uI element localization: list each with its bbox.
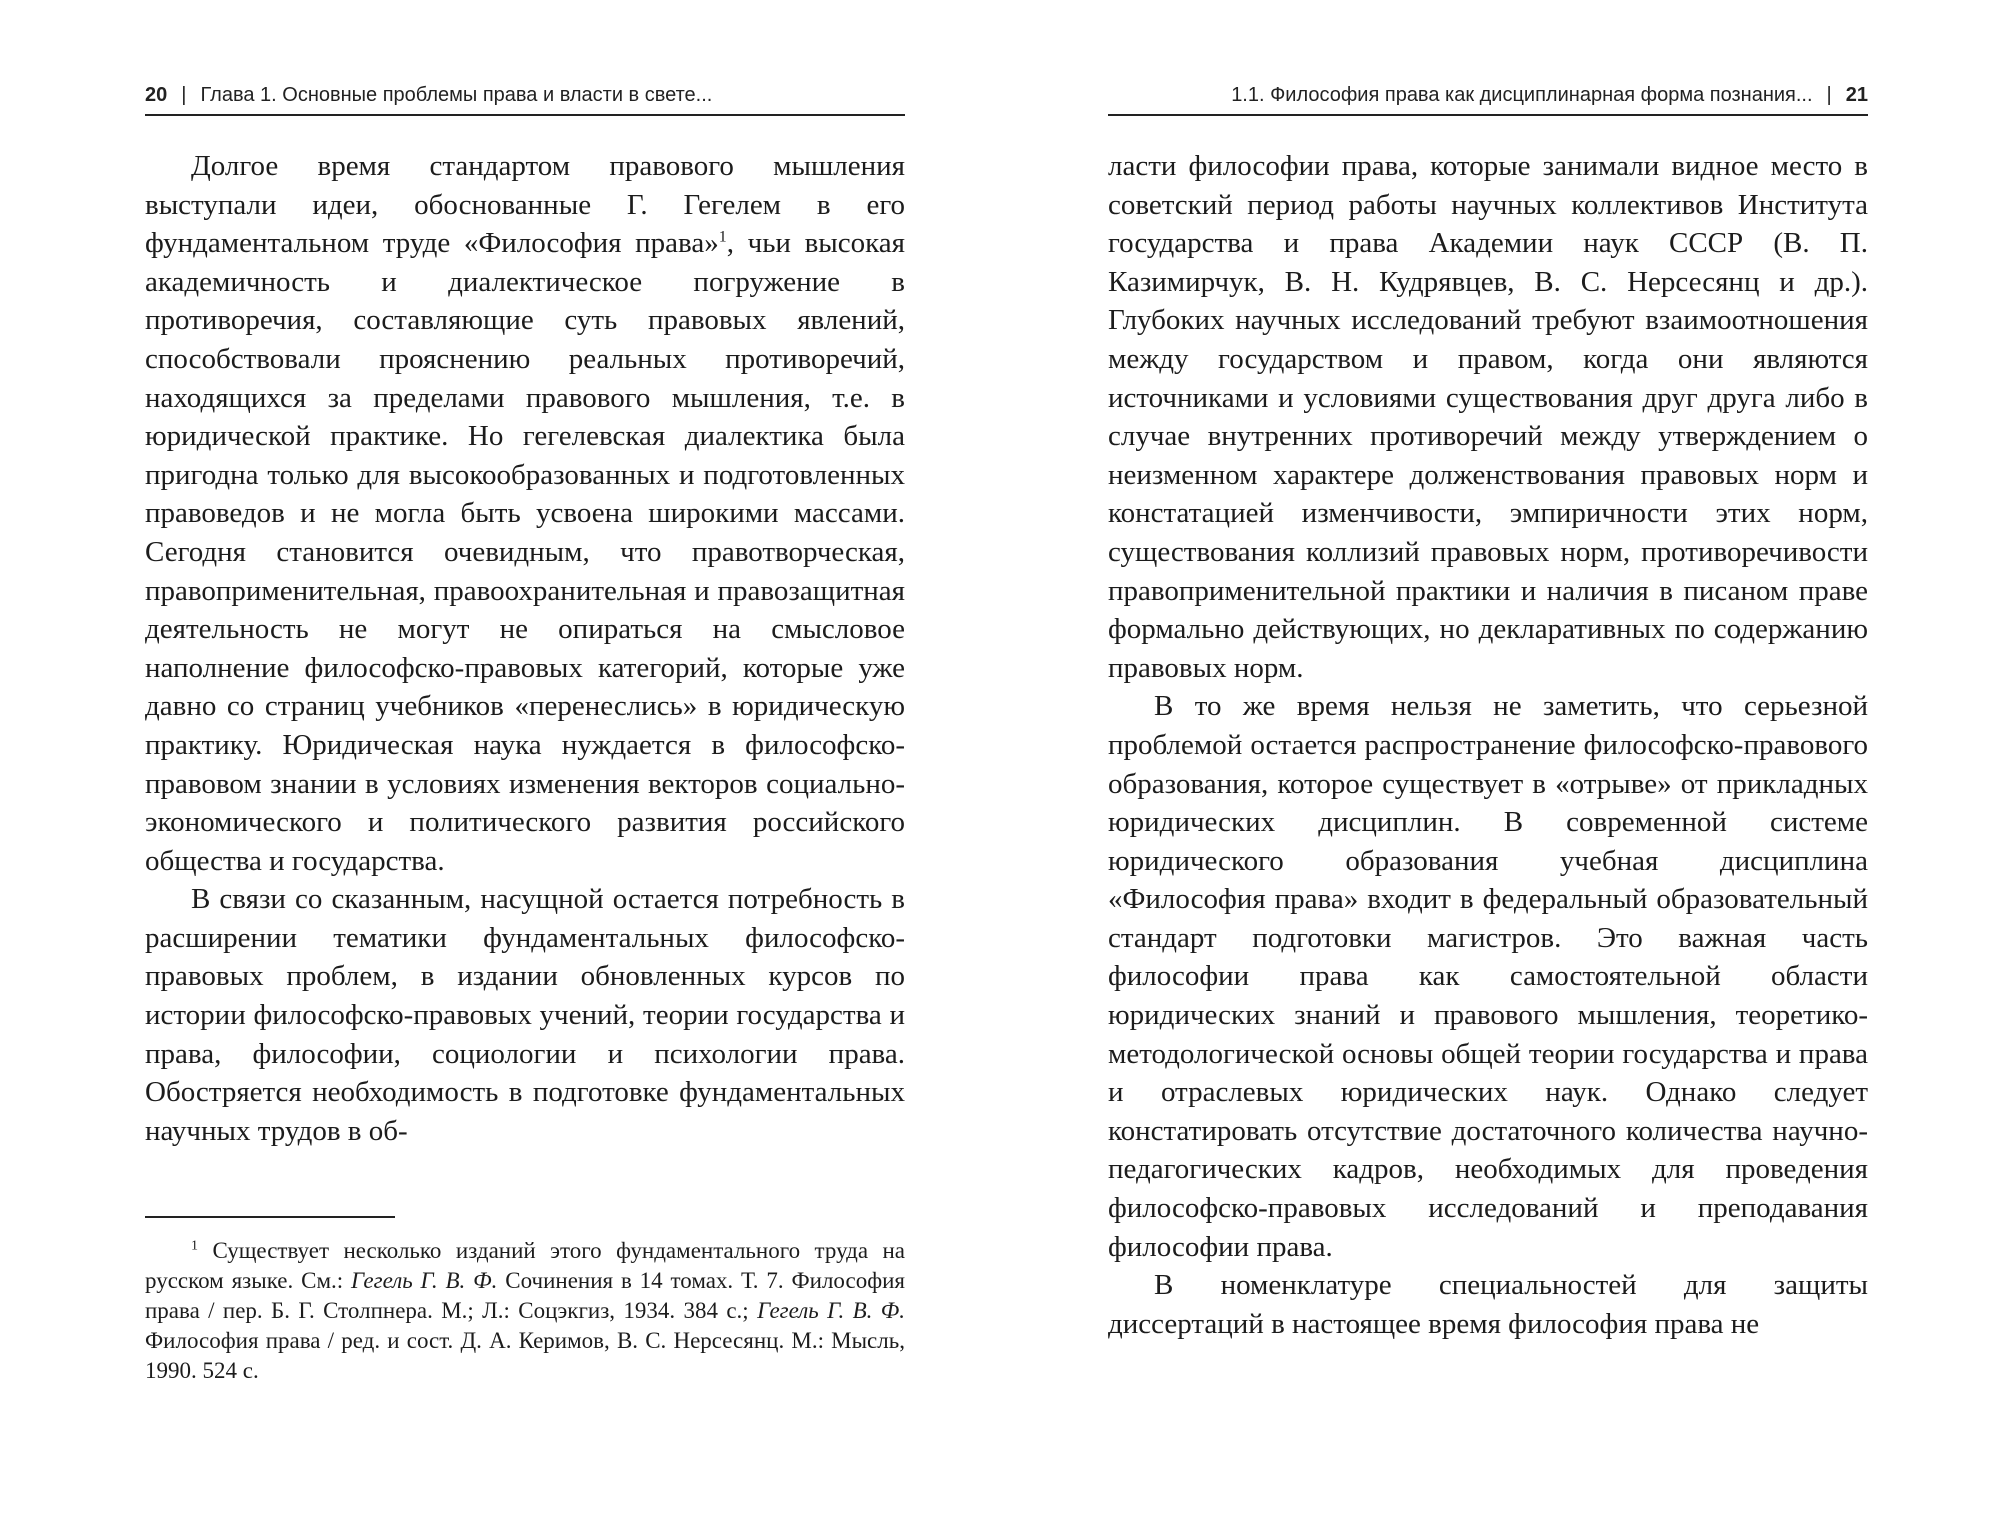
- footnote-author-1: Гегель Г. В. Ф.: [351, 1268, 498, 1293]
- left-running-head: [145, 80, 905, 116]
- right-page-number: 21: [1845, 84, 1868, 106]
- chapter-title: Глава 1. Основные проблемы права и власти в свете...: [200, 84, 713, 106]
- left-paragraph-1-part-2: , чьи высокая академичность и диалектическое погружение в противоречия, составляющие суть правовых явлений, способствовали прояснению реальных противоречий, находящихся за пределами правового мышления, т.е. в юридической практике. Но гегелевская диалектика была пригодна только для высокообразованных и подготовленных правоведов и не могла быть усвоена широкими массами. Сегодня становится очевидным, что правотворческая, правоприменительная, правоохранительная и правозащитная деятельность не могут не опираться на смысловое наполнение философско-правовых категорий, которые уже давно со страниц учебников «перенеслись» в юридическую практику. Юридическая наука нуждается в философско-правовом знании в условиях изменения векторов социально-экономического и политического развития российского общества и государства.: [145, 227, 905, 877]
- left-page: [145, 0, 905, 1516]
- left-paragraph-1-part-1: Долгое время стандартом правового мышления выступали идеи, обоснованные Г. Гегелем в его фундаментальном труде «Философия права»: [145, 150, 905, 260]
- footnote-divider: [145, 1216, 395, 1218]
- left-page-number: 20: [145, 84, 168, 106]
- footnote: [145, 1236, 905, 1386]
- right-running-head: [1108, 80, 1868, 116]
- right-paragraph-3: В номенклатуре специальностей для защиты диссертаций в настоящее время философия права не: [1108, 1269, 1868, 1340]
- footnote-text-3: Философия права / ред. и сост. Д. А. Керимов, В. С. Нерсесянц. М.: Мысль, 1990. 524 с.: [145, 1328, 905, 1383]
- footnote-author-2: Гегель Г. В. Ф.: [757, 1298, 905, 1323]
- footnote-reference[interactable]: 1: [718, 228, 727, 246]
- section-title: 1.1. Философия права как дисциплинарная форма познания...: [1231, 84, 1813, 106]
- right-body-text: [1108, 147, 1868, 1343]
- right-paragraph-2: В то же время нельзя не заметить, что серьезной проблемой остается распространение философско-правового образования, которое существует в «отрыве» от прикладных юридических дисциплин. В современной системе юридического образования учебная дисциплина «Философия права» входит в федеральный образовательный стандарт подготовки магистров. Это важная часть философии права как самостоятельной области юридических знаний и правового мышления, теоретико-методологической основы общей теории государства и права и отраслевых юридических наук. Однако следует констатировать отсутствие достаточного количества научно-педагогических кадров, необходимых для проведения философско-правовых исследований и преподавания философии права.: [1108, 690, 1868, 1263]
- left-header-separator: |: [181, 84, 187, 106]
- right-page: [1108, 0, 1868, 1516]
- right-paragraph-1: ласти философии права, которые занимали видное место в советский период работы научных коллективов Института государства и права Академии наук СССР (В. П. Казимирчук, В. Н. Кудрявцев, В. С. Нерсесянц и др.). Глубоких научных исследований требуют взаимоотношения между государством и правом, когда они являются источниками и условиями существования друг друга либо в случае внутренних противоречий между утверждением о неизменном характере долженствования правовых норм и констатацией изменчивости, эмпиричности этих норм, существования коллизий правовых норм, противоречивости правоприменительной практики и наличия в писаном праве формально действующих, но декларативных по содержанию правовых норм.: [1108, 150, 1868, 684]
- left-paragraph-1: [145, 147, 905, 880]
- left-body-text: [145, 147, 905, 1150]
- footnote-text-2: Сочинения в 14 томах. Т. 7. Философия права / пер. Б. Г. Столпнера. М.; Л.: Соцэкгиз, 1934. 384 с.;: [145, 1268, 905, 1323]
- footnote-text-1: Существует несколько изданий этого фундаментального труда на русском языке. См.:: [145, 1238, 905, 1293]
- right-header-separator: |: [1826, 84, 1832, 106]
- footnote-marker: 1: [191, 1238, 198, 1254]
- left-paragraph-2: В связи со сказанным, насущной остается потребность в расширении тематики фундаментальных философско-правовых проблем, в издании обновленных курсов по истории философско-правовых учений, теории государства и права, философии, социологии и психологии права. Обостряется необходимость в подготовке фундаментальных научных трудов в об-: [145, 883, 905, 1147]
